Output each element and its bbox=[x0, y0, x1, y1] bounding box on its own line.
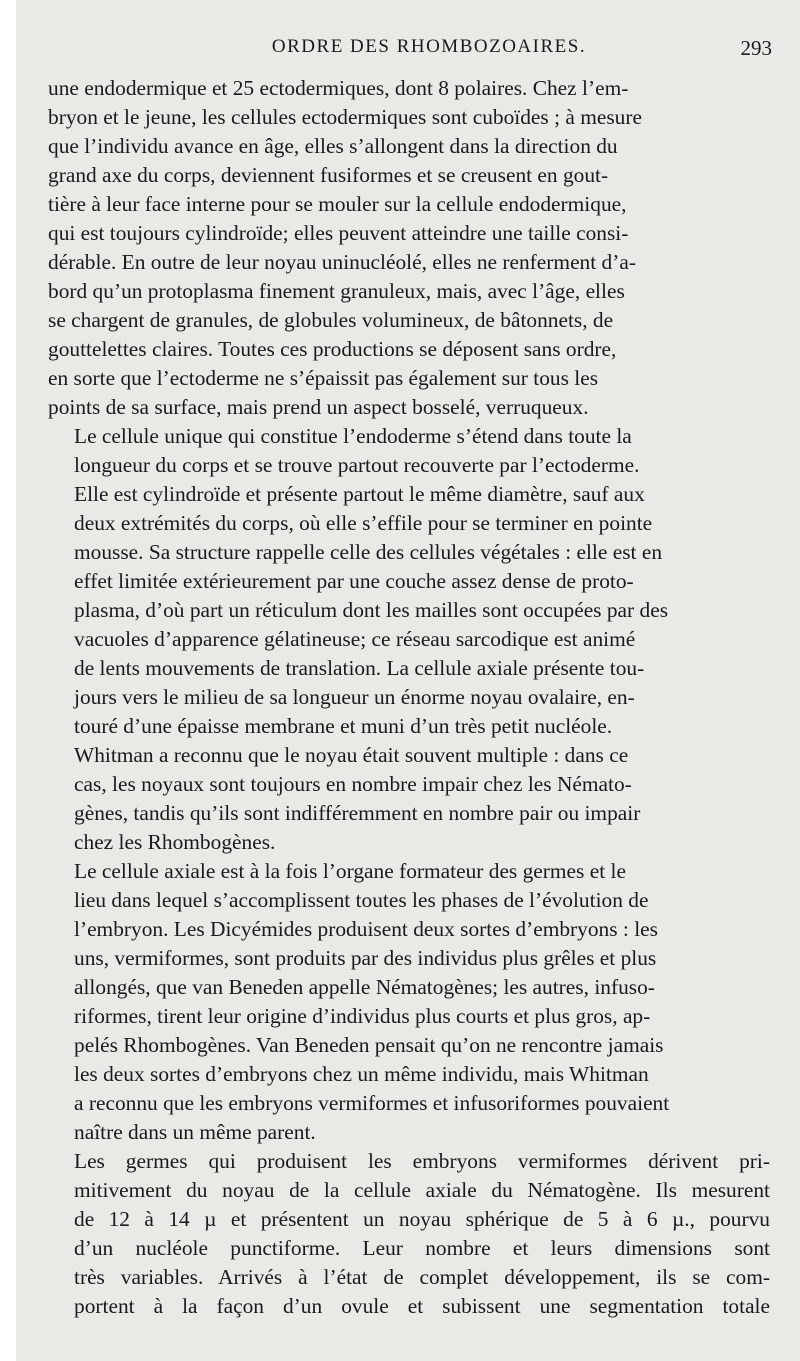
text-line: l’embryon. Les Dicyémides produisent deux sortes d’embryons : les bbox=[74, 917, 658, 941]
text-line: cas, les noyaux sont toujours en nombre impair chez les Némato- bbox=[74, 772, 632, 796]
book-page bbox=[16, 0, 800, 1361]
text-body bbox=[48, 74, 770, 1321]
text-line: naître dans un même parent. bbox=[74, 1120, 316, 1144]
text-line: deux extrémités du corps, où elle s’effile pour se terminer en pointe bbox=[74, 511, 653, 535]
text-line: Le cellule unique qui constitue l’endoderme s’étend dans toute la bbox=[74, 424, 632, 448]
text-line: se chargent de granules, de globules volumineux, de bâtonnets, de bbox=[48, 308, 614, 332]
text-line: plasma, d’où part un réticulum dont les mailles sont occupées par des bbox=[74, 598, 669, 622]
text-line: que l’individu avance en âge, elles s’allongent dans la direction du bbox=[48, 134, 618, 158]
text-line: portent à la façon d’un ovule et subissent une segmentation totale bbox=[74, 1294, 770, 1318]
page-number: 293 bbox=[740, 36, 772, 60]
text-line: qui est toujours cylindroïde; elles peuvent atteindre une taille consi- bbox=[48, 221, 629, 245]
running-title: ORDRE DES RHOMBOZOAIRES. bbox=[271, 36, 587, 57]
text-line: en sorte que l’ectoderme ne s’épaissit pas également sur tous les bbox=[48, 366, 599, 390]
text-line: de lents mouvements de translation. La cellule axiale présente tou- bbox=[74, 656, 645, 680]
text-line: allongés, que van Beneden appelle Nématogènes; les autres, infuso- bbox=[74, 975, 655, 999]
text-line: les deux sortes d’embryons chez un même individu, mais Whitman bbox=[74, 1062, 649, 1086]
text-line: effet limitée extérieurement par une couche assez dense de proto- bbox=[74, 569, 634, 593]
text-line: touré d’une épaisse membrane et muni d’un très petit nucléole. bbox=[74, 714, 613, 738]
text-line: d’un nucléole punctiforme. Leur nombre et leurs dimensions sont bbox=[74, 1236, 770, 1260]
text-line: Whitman a reconnu que le noyau était souvent multiple : dans ce bbox=[74, 743, 629, 767]
text-line: pelés Rhombogènes. Van Beneden pensait qu’on ne rencontre jamais bbox=[74, 1033, 664, 1057]
text-line: jours vers le milieu de sa longueur un énorme noyau ovalaire, en- bbox=[74, 685, 635, 709]
text-line: a reconnu que les embryons vermiformes et infusoriformes pouvaient bbox=[74, 1091, 670, 1115]
text-line: riformes, tirent leur origine d’individus plus courts et plus gros, ap- bbox=[74, 1004, 651, 1028]
text-line: chez les Rhombogènes. bbox=[74, 830, 276, 854]
paragraph bbox=[48, 1147, 770, 1321]
text-line: tière à leur face interne pour se mouler sur la cellule endodermique, bbox=[48, 192, 627, 216]
text-line: une endodermique et 25 ectodermiques, dont 8 polaires. Chez l’em- bbox=[48, 76, 629, 100]
text-line: mitivement du noyau de la cellule axiale du Nématogène. Ils mesurent bbox=[74, 1178, 770, 1202]
text-line: Elle est cylindroïde et présente partout le même diamètre, sauf aux bbox=[74, 482, 645, 506]
text-line: de 12 à 14 µ et présentent un noyau sphérique de 5 à 6 µ., pourvu bbox=[74, 1207, 770, 1231]
text-line: bryon et le jeune, les cellules ectodermiques sont cuboïdes ; à mesure bbox=[48, 105, 642, 129]
text-line: longueur du corps et se trouve partout recouverte par l’ectoderme. bbox=[74, 453, 640, 477]
text-line: gènes, tandis qu’ils sont indifféremment en nombre pair ou impair bbox=[74, 801, 641, 825]
text-line: gouttelettes claires. Toutes ces productions se déposent sans ordre, bbox=[48, 337, 617, 361]
text-line: points de sa surface, mais prend un aspect bosselé, verruqueux. bbox=[48, 395, 589, 419]
text-line: vacuoles d’apparence gélatineuse; ce réseau sarcodique est animé bbox=[74, 627, 636, 651]
text-line: dérable. En outre de leur noyau uninucléolé, elles ne renferment d’a- bbox=[48, 250, 636, 274]
text-line: grand axe du corps, deviennent fusiformes et se creusent en gout- bbox=[48, 163, 609, 187]
paragraph bbox=[48, 422, 770, 857]
text-line: mousse. Sa structure rappelle celle des cellules végétales : elle est en bbox=[74, 540, 663, 564]
text-line: Les germes qui produisent les embryons vermiformes dérivent pri- bbox=[74, 1149, 770, 1173]
text-line: lieu dans lequel s’accomplissent toutes les phases de l’évolution de bbox=[74, 888, 649, 912]
text-line: bord qu’un protoplasma finement granuleux, mais, avec l’âge, elles bbox=[48, 279, 625, 303]
text-line: Le cellule axiale est à la fois l’organe formateur des germes et le bbox=[74, 859, 626, 883]
text-line: uns, vermiformes, sont produits par des individus plus grêles et plus bbox=[74, 946, 657, 970]
text-line: très variables. Arrivés à l’état de complet développement, ils se com- bbox=[74, 1265, 770, 1289]
paragraph bbox=[48, 857, 770, 1147]
page-header bbox=[46, 36, 772, 66]
paragraph bbox=[48, 74, 770, 422]
